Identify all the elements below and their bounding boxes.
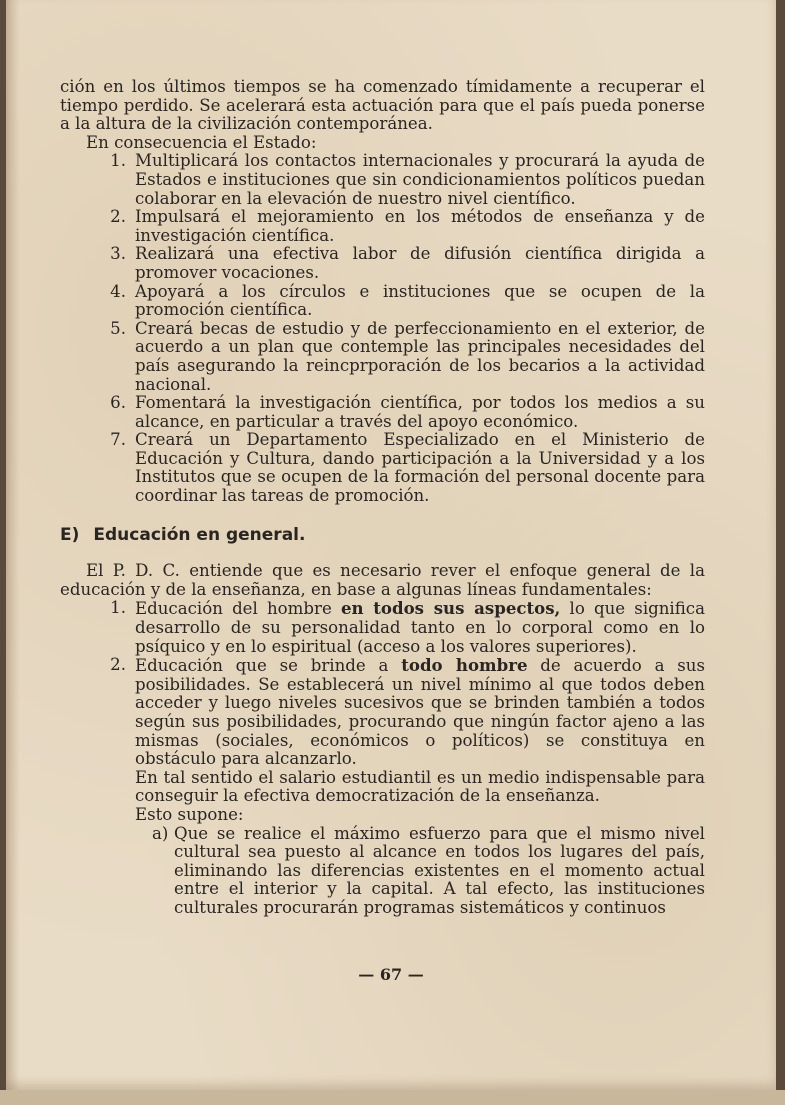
list-item [60, 431, 705, 505]
page-edge [0, 1090, 785, 1105]
list-item-number: 6. [110, 393, 126, 413]
list-item-number: 1. [110, 151, 126, 171]
list-item-number: 4. [110, 281, 126, 301]
list-item-text: Fomentará la investigación científica, por todos los medios a su alcance, en particular a través del apoyo económico. [135, 393, 705, 431]
intro-continuation: ción en los últimos tiempos se ha comenzado tímidamente a recuperar el tiempo perdido. Se acelerará esta actuación para que el país pueda ponerse a la altura de la civilización contemporánea. [60, 77, 705, 134]
intro-lead: En consecuencia el Estado: [86, 132, 317, 152]
list-item [60, 599, 705, 656]
item-text-bold: todo hombre [401, 655, 528, 676]
list-item-text: Realizará una efectiva labor de difusión científica dirigida a promover vocaciones. [135, 244, 705, 282]
list-item-text: Creará un Departamento Especializado en el Ministerio de Educación y Cultura, dando participación a la Universidad y a los Institutos que se ocupen de la formación del personal docente para coordinar las tareas de promoción. [135, 430, 705, 506]
list-item-number: 2. [110, 655, 126, 675]
item-text-post: lo que significa desarrollo de su personalidad tanto en lo corporal como en lo psíquico y en lo espiritual (acceso a los valores superiores). [135, 599, 705, 656]
list-item [60, 283, 705, 320]
page-number: — 67 — [358, 965, 424, 984]
page-body [60, 78, 705, 918]
section-title: Educación en general. [93, 524, 306, 545]
list-item-number: 2. [110, 207, 126, 227]
list-item [60, 152, 705, 208]
sub-list-item [60, 825, 705, 918]
section-heading [60, 526, 705, 545]
sub-item-letter: a) [152, 823, 169, 843]
item-text-post: de acuerdo a sus posibilidades. Se establecerá un nivel mínimo al que todos deben acceder y luego niveles sucesivos que se brinden también a todos según sus posibilidades, procurando que ningún factor ajeno a las mismas (sociales, económicos o políticos) se constituya en obstáculo para alcanzarlo. [135, 656, 705, 769]
list-item [60, 245, 705, 282]
item-text-pre: Educación que se brinde a [135, 656, 402, 676]
salary-paragraph: En tal sentido el salario estudiantil es un medio indispensable para conseguir la efectiva democratización de la enseñanza. [135, 767, 705, 806]
item-text-pre: Educación del hombre [135, 599, 341, 619]
education-intro: El P. D. C. entiende que es necesario rever el enfoque general de la educación y de la enseñanza, en base a algunas líneas fundamentales: [60, 561, 705, 599]
sub-item-text: Que se realice el máximo esfuerzo para que el mismo nivel cultural sea puesto al alcance en todos los lugares del país, eliminando las diferencias existentes en el momento actual entre el interior y la capital. A tal efecto, las instituciones culturales procurarán programas sistemáticos y continuos [174, 823, 705, 917]
list-item [60, 656, 705, 769]
list-item-number: 3. [110, 244, 126, 264]
list-item-text: Impulsará el mejoramiento en los métodos de enseñanza y de investigación científica. [135, 207, 705, 245]
list-item [60, 394, 705, 431]
item-text-bold: en todos sus aspectos, [340, 598, 561, 619]
list-item-number: 7. [110, 430, 126, 450]
book-page [6, 0, 776, 1090]
supone-line: Esto supone: [135, 804, 244, 824]
list-item [60, 320, 705, 394]
list-item-text: Apoyará a los círculos e instituciones que se ocupen de la promoción científica. [135, 281, 705, 320]
list-item-number: 5. [110, 318, 126, 338]
state-measures-list [60, 152, 705, 505]
list-item [60, 208, 705, 245]
list-item-text: Multiplicará los contactos internacionales y procurará la ayuda de Estados e instituciones que sin condicionamientos políticos puedan colaborar en la elevación de nuestro nivel científico. [135, 151, 705, 208]
list-item-number: 1. [110, 598, 126, 618]
section-letter: E) [60, 524, 80, 545]
list-item-text: Creará becas de estudio y de perfeccionamiento en el exterior, de acuerdo a un plan que contemple las principales necesidades del país asegurando la reincprporación de los becarios a la actividad nacional. [135, 318, 705, 394]
